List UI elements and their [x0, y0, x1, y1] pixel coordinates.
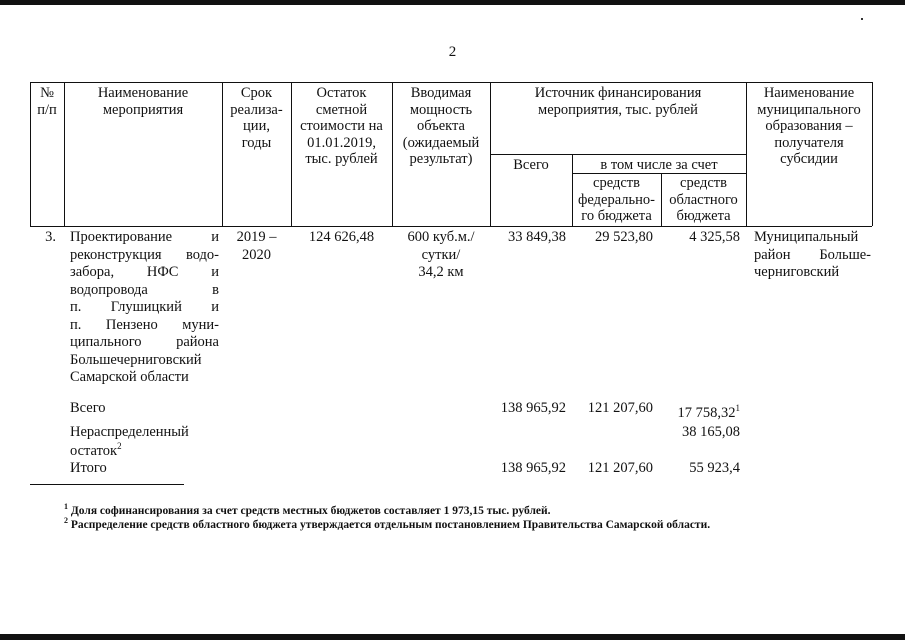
- row-federal: 29 523,80: [595, 229, 653, 245]
- summary-undistributed-label: Нераспределенный остаток$^2$: [70, 424, 189, 459]
- row-period: 2019 – 2020: [236, 229, 277, 263]
- header-regional: средств областного бюджета: [669, 175, 738, 224]
- header-capacity: Вводимая мощность объекта (ожидаемый результат): [402, 85, 480, 167]
- summary-total-regional: 17 758,32$^1$: [677, 403, 740, 421]
- header-total: Всего: [513, 157, 549, 173]
- top-border: [0, 0, 905, 5]
- row-name: Проектирование и реконструкция водо- забора, НФС и водопровода в п. Глушицкий и п. Пензено муни- ципального района Большечерниговский Самарской области: [70, 229, 219, 385]
- summary-undistributed-regional: 38 165,08: [682, 424, 740, 440]
- header-num: № п/п: [37, 85, 57, 118]
- page-number: 2: [448, 44, 457, 60]
- summary-grand-federal: 121 207,60: [587, 460, 653, 476]
- header-source: Источник финансирования мероприятия, тыс. рублей: [534, 85, 702, 118]
- row-capacity: 600 куб.м./ сутки/ 34,2 км: [407, 229, 475, 280]
- summary-total-all: 138 965,92: [500, 400, 566, 416]
- header-including: в том числе за счет: [600, 157, 718, 173]
- row-regional: 4 325,58: [689, 229, 740, 245]
- bottom-border: [0, 634, 905, 640]
- row-total: 33 849,38: [508, 229, 566, 245]
- footnote-ref-1: 1: [735, 403, 740, 413]
- summary-grand-label: Итого: [70, 460, 107, 476]
- header-remainder: Остаток сметной стоимости на 01.01.2019, тыс. рублей: [300, 85, 383, 167]
- row-municipality: Муниципальный район Больше- черниговский: [754, 229, 871, 280]
- header-municipality: Наименование муниципального образования – получателя субсидии: [757, 85, 861, 167]
- summary-total-federal: 121 207,60: [587, 400, 653, 416]
- summary-total-label: Всего: [70, 400, 106, 416]
- row-number: 3.: [45, 229, 56, 245]
- header-period: Срок реализа- ции, годы: [230, 85, 283, 151]
- summary-grand-regional: 55 923,4: [689, 460, 740, 476]
- footnote-1: $^1$ Доля софинансирования за счет средств местных бюджетов составляет 1 973,15 тыс. рублей.: [64, 502, 551, 517]
- header-name: Наименование мероприятия: [97, 85, 189, 118]
- summary-grand-all: 138 965,92: [500, 460, 566, 476]
- row-remainder: 124 626,48: [308, 229, 375, 245]
- footnote-2: $^2$ Распределение средств областного бюджета утверждается отдельным постановлением Правительства Самарской области.: [64, 516, 711, 531]
- header-federal: средств федерально- го бюджета: [578, 175, 655, 224]
- scan-speck: [861, 18, 863, 20]
- footnote-ref-2: 2: [117, 440, 122, 451]
